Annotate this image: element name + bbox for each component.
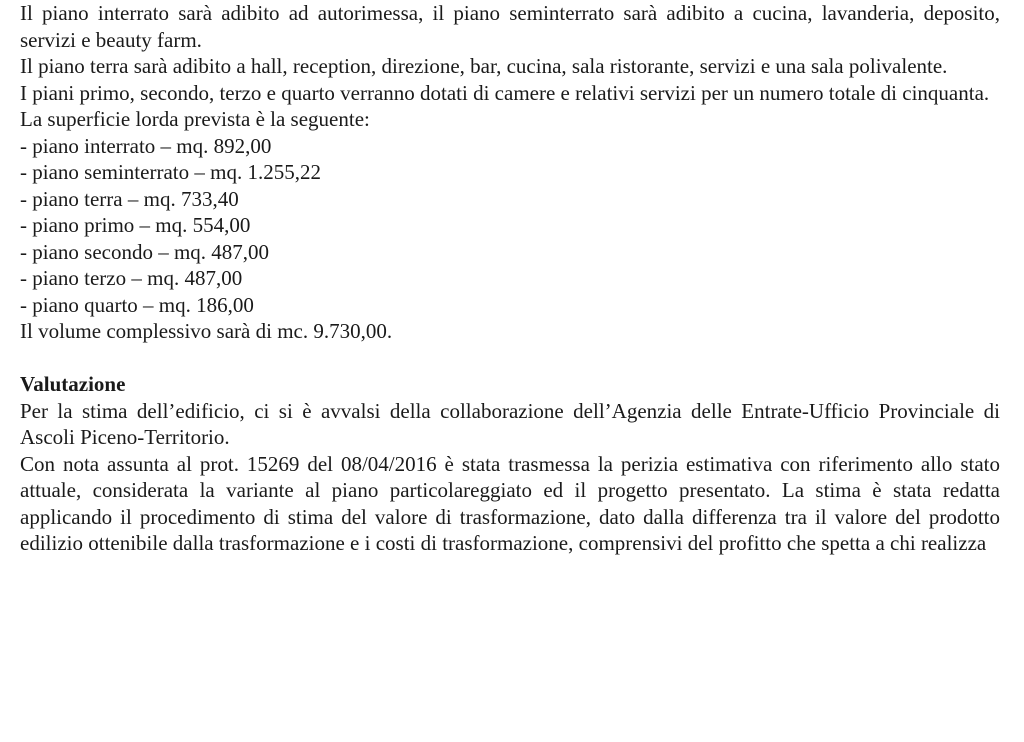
paragraph-floor-use-1: Il piano interrato sarà adibito ad autorimessa, il piano seminterrato sarà adibito a cucina, lavanderia, deposito, servizi e beauty farm.	[20, 1, 1000, 52]
surface-list	[20, 133, 1000, 319]
surface-item-quarto: - piano quarto – mq. 186,00	[20, 292, 254, 317]
surface-item-interrato: - piano interrato – mq. 892,00	[20, 133, 272, 158]
surface-item-secondo: - piano secondo – mq. 487,00	[20, 239, 270, 264]
surface-item-seminterrato: - piano seminterrato – mq. 1.255,22	[20, 160, 321, 184]
surface-intro: La superficie lorda prevista è la seguente:	[20, 107, 370, 131]
paragraph-floor-use-2: Il piano terra sarà adibito a hall, reception, direzione, bar, cucina, sala ristorante, servizi e una sala polivalente.	[20, 54, 948, 78]
surface-item-primo: - piano primo – mq. 554,00	[20, 213, 251, 237]
volume-line: Il volume complessivo sarà di mc. 9.730,00.	[20, 319, 393, 343]
section-heading-valutazione: Valutazione	[20, 372, 126, 396]
surface-item-terra: - piano terra – mq. 733,40	[20, 186, 239, 211]
paragraph-valuation-1: Per la stima dell’edificio, ci si è avvalsi della collaborazione dell’Agenzia delle Entrate-Ufficio Provinciale di Ascoli Piceno-Territorio.	[20, 398, 1000, 449]
paragraph-valuation-2: Con nota assunta al prot. 15269 del 08/04/2016 è stata trasmessa la perizia estimativa con riferimento allo stato attuale, considerata la variante al piano particolareggiato ed il progetto presentato. La stima è stata redatta applicando il procedimento di stima del valore di trasformazione, dato dalla differenza tra il valore del prodotto edilizio ottenibile dalla trasformazione e i costi di trasformazione, comprensivi del profitto che spetta a chi realizza	[20, 451, 1000, 555]
section-gap	[20, 345, 1000, 372]
document-page	[20, 0, 1000, 557]
surface-item-terzo: - piano terzo – mq. 487,00	[20, 266, 243, 290]
paragraph-floor-use-3: I piani primo, secondo, terzo e quarto verranno dotati di camere e relativi servizi per un numero totale di cinquanta.	[20, 80, 990, 105]
